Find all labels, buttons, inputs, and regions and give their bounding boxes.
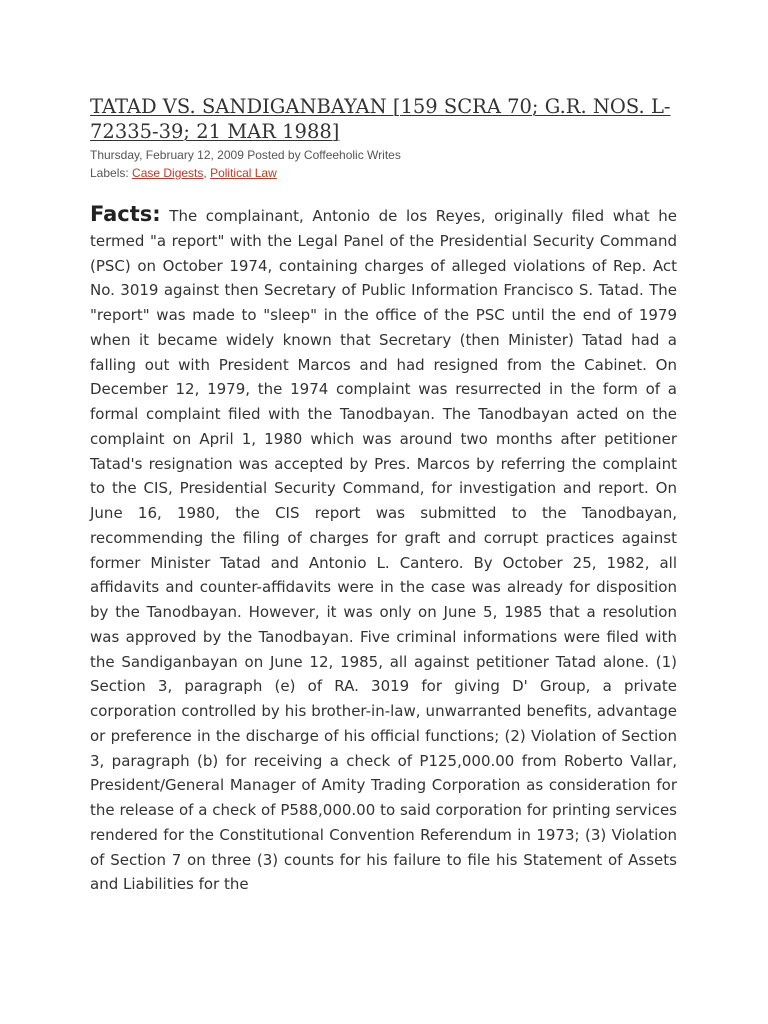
labels-separator: , (203, 166, 211, 180)
labels-prefix: Labels: (90, 166, 133, 180)
facts-paragraph (90, 202, 677, 897)
post-title[interactable]: TATAD VS. SANDIGANBAYAN [159 SCRA 70; G.R. NOS. L-72335-39; 21 MAR 1988] (90, 95, 671, 143)
label-link-case-digests[interactable]: Case Digests (132, 166, 204, 180)
facts-heading: Facts: (90, 202, 161, 226)
label-link-political-law[interactable]: Political Law (210, 166, 277, 180)
blog-post (90, 94, 677, 897)
post-byline: Thursday, February 12, 2009 Posted by Coffeeholic Writes (90, 148, 401, 162)
facts-text: The complainant, Antonio de los Reyes, originally filed what he termed "a report" with the Legal Panel of the Presidential Security Command (PSC) on October 1974, containing charges of alleged violations of Rep. Act No. 3019 against then Secretary of Public Information Francisco S. Tatad. The "report" was made to "sleep" in the office of the PSC until the end of 1979 when it became widely known that Secretary (then Minister) Tatad had a falling out with President Marcos and had resigned from the Cabinet. On December 12, 1979, the 1974 complaint was resurrected in the form of a formal complaint filed with the Tanodbayan. The Tanodbayan acted on the complaint on April 1, 1980 which was around two months after petitioner Tatad's resignation was accepted by Pres. Marcos by referring the complaint to the CIS, Presidential Security Command, for investigation and report. On June 16, 1980, the CIS report was submitted to the Tanodbayan, recommending the filing of charges for graft and corrupt practices against former Minister Tatad and Antonio L. Cantero. By October 25, 1982, all affidavits and counter-affidavits were in the case was already for disposition by the Tanodbayan. However, it was only on June 5, 1985 that a resolution was approved by the Tanodbayan. Five criminal informations were filed with the Sandiganbayan on June 12, 1985, all against petitioner Tatad alone. (1) Section 3, paragraph (e) of RA. 3019 for giving D' Group, a private corporation controlled by his brother-in-law, unwarranted benefits, advantage or preference in the discharge of his official functions; (2) Violation of Section 3, paragraph (b) for receiving a check of P125,000.00 from Roberto Vallar, President/General Manager of Amity Trading Corporation as consideration for the release of a check of P588,000.00 to said corporation for printing services rendered for the Constitutional Convention Referendum in 1973; (3) Violation of Section 7 on three (3) counts for his failure to file his Statement of Assets and Liabilities for the (90, 207, 677, 894)
post-labels (90, 164, 677, 182)
